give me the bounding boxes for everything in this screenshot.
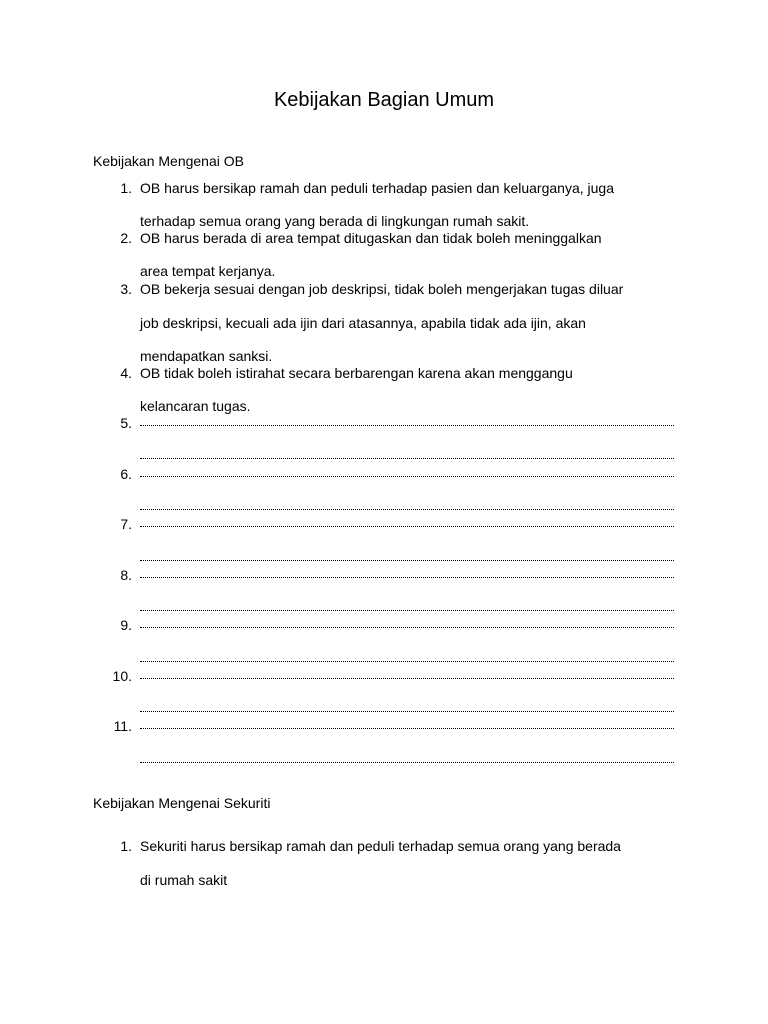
dotted-fill-line [140, 701, 675, 712]
dotted-fill-line [140, 567, 675, 578]
item-number: 8. [120, 567, 132, 583]
item-number: 7. [120, 516, 132, 532]
section-heading-sekuriti: Kebijakan Mengenai Sekuriti [93, 795, 271, 811]
dotted-fill-line [140, 516, 675, 527]
item-number: 9. [120, 617, 132, 633]
dotted-fill-line [140, 499, 675, 510]
page-title: Kebijakan Bagian Umum [273, 89, 495, 111]
dotted-fill-line [140, 617, 675, 628]
item-number: 11. [113, 718, 132, 734]
dotted-fill-line [140, 466, 675, 477]
item-text-line: di rumah sakit [140, 872, 228, 888]
item-number: 6. [120, 466, 132, 482]
item-text-line: kelancaran tugas. [140, 398, 251, 414]
item-number: 5. [120, 415, 132, 431]
item-text-line: mendapatkan sanksi. [140, 348, 273, 364]
item-number: 4. [120, 365, 132, 381]
dotted-fill-line [140, 668, 675, 679]
section-heading-ob: Kebijakan Mengenai OB [93, 153, 244, 169]
dotted-fill-line [140, 415, 675, 426]
item-text-line: Sekuriti harus bersikap ramah dan peduli terhadap semua orang yang berada [140, 838, 621, 854]
item-number: 10. [112, 668, 132, 684]
dotted-fill-line [140, 550, 675, 561]
item-text-line: OB tidak boleh istirahat secara berbarengan karena akan menggangu [140, 365, 573, 381]
dotted-fill-line [140, 718, 675, 729]
dotted-fill-line [140, 448, 675, 459]
item-text-line: OB harus berada di area tempat ditugaskan dan tidak boleh meninggalkan [140, 230, 602, 246]
item-text-line: OB bekerja sesuai dengan job deskripsi, tidak boleh mengerjakan tugas diluar [140, 281, 624, 297]
dotted-fill-line [140, 752, 675, 763]
dotted-fill-line [140, 651, 675, 662]
item-text-line: job deskripsi, kecuali ada ijin dari atasannya, apabila tidak ada ijin, akan [140, 315, 586, 331]
item-text-line: terhadap semua orang yang berada di lingkungan rumah sakit. [140, 213, 530, 229]
item-text-line: area tempat kerjanya. [140, 263, 276, 279]
item-number: 3. [120, 281, 132, 297]
item-number: 2. [120, 230, 132, 246]
item-number: 1. [120, 180, 132, 196]
item-text-line: OB harus bersikap ramah dan peduli terhadap pasien dan keluarganya, juga [140, 180, 614, 196]
dotted-fill-line [140, 600, 675, 611]
item-number: 1. [120, 838, 132, 854]
